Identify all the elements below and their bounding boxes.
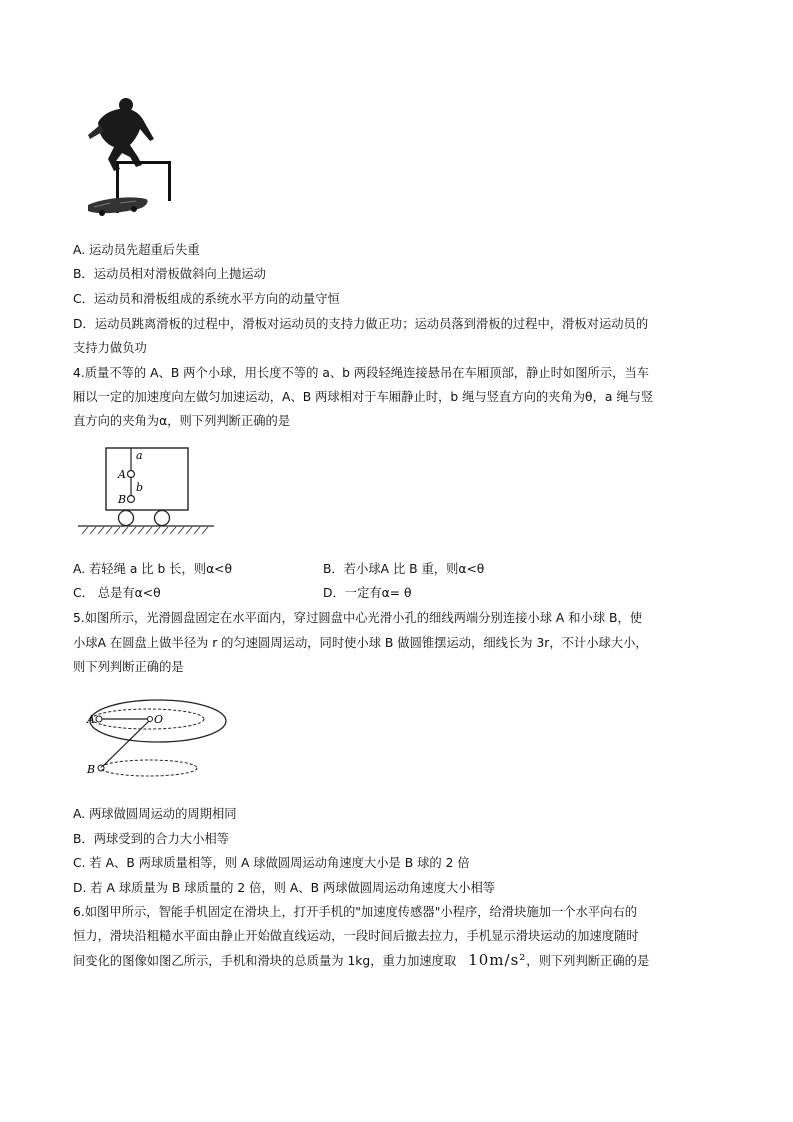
q3-option-b: B．运动员相对滑板做斜向上抛运动 [73,267,266,281]
ball-b-label: B [118,493,127,506]
q6-stem-line3 [73,952,649,969]
q5-option-a: A. 两球做圆周运动的周期相同 [73,807,237,821]
ball-b-label: B [87,763,96,776]
q4-option-b: B．若小球A 比 B 重，则α<θ [323,562,485,576]
q3-option-d-cont: 支持力做负功 [73,341,147,355]
q4-stem-line3: 直方向的夹角为α，则下列判断正确的是 [73,414,291,428]
center-o-label: O [154,713,164,726]
q4-option-c: C． 总是有α<θ [73,586,161,600]
q5-stem-line3: 则下列判断正确的是 [73,660,184,674]
q5-option-c: C. 若 A、B 两球质量相等，则 A 球做圆周运动角速度大小是 B 球的 2 倍 [73,856,470,870]
q4-option-a: A. 若轻绳 a 比 b 长，则α<θ [73,562,233,576]
ball-a-label: A [87,713,95,726]
q5-option-b: B．两球受到的合力大小相等 [73,832,229,846]
skateboarder-figure [80,95,180,225]
q3-option-a: A. 运动员先超重后失重 [73,243,200,257]
q3-option-d: D．运动员跳离滑板的过程中，滑板对运动员的支持力做正功；运动员落到滑板的过程中，滑板对运动员的 [73,317,649,331]
q3-option-c: C．运动员和滑板组成的系统水平方向的动量守恒 [73,292,340,306]
rope-b-label: b [136,481,144,494]
q4-stem-line2: 厢以一定的加速度向左做匀加速运动，A、B 两球相对于车厢静止时，b 绳与竖直方向的夹角为θ，a 绳与竖 [73,390,654,404]
q6-stem-line1: 6.如图甲所示，智能手机固定在滑块上，打开手机的"加速度传感器"小程序，给滑块施加一个水平向右的 [73,905,638,919]
q4-stem-line1: 4.质量不等的 A、B 两个小球，用长度不等的 a、b 两段轻绳连接悬吊在车厢顶部，静止时如图所示，当车 [73,366,650,380]
disc-pendulum-figure [80,697,230,782]
q5-stem-line1: 5.如图所示，光滑圆盘固定在水平面内，穿过圆盘中心光滑小孔的细线两端分别连接小球 A 和小球 B，使 [73,611,643,625]
q4-option-d: D．一定有α= θ [323,586,412,600]
q5-stem-line2: 小球A 在圆盘上做半径为 r 的匀速圆周运动，同时使小球 B 做圆锥摆运动，细线长为 3r，不计小球大小， [73,636,648,650]
carriage-figure [76,442,216,542]
ball-a-label: A [118,468,126,481]
rope-a-label: a [136,449,143,462]
q6-stem-text: 间变化的图像如图乙所示，手机和滑块的总质量为 1kg，重力加速度取 [73,954,457,968]
gravity-value: 10m/s² [468,951,527,969]
q6-stem-line2: 恒力，滑块沿粗糙水平面由静止开始做直线运动，一段时间后撤去拉力，手机显示滑块运动的加速度随时 [73,929,639,943]
q5-option-d: D. 若 A 球质量为 B 球质量的 2 倍，则 A、B 两球做圆周运动角速度大小相等 [73,881,496,895]
q6-stem-tail: ，则下列判断正确的是 [526,954,650,968]
